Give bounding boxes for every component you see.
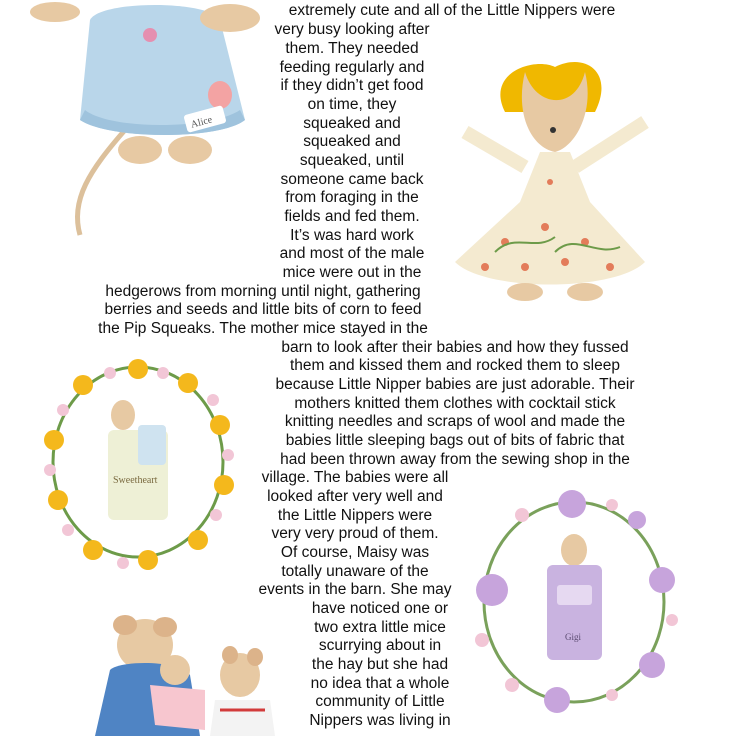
story-line: very busy looking after xyxy=(274,21,430,38)
story-line: mice were out in the xyxy=(282,264,422,281)
story-line: the Pip Squeaks. The mother mice stayed in the xyxy=(98,320,428,337)
story-line: if they didn’t get food xyxy=(280,77,424,94)
story-line: squeaked, until xyxy=(299,152,405,169)
story-line: knitting needles and scraps of wool and made the xyxy=(284,413,626,430)
story-line: looked after very well and xyxy=(267,488,443,505)
story-line: them. They needed xyxy=(285,40,419,57)
lilac-wreath-image xyxy=(462,490,687,715)
sweetheart-wreath-image xyxy=(38,355,238,570)
story-line: babies little sleeping bags out of bits of fabric that xyxy=(285,432,625,449)
story-line: barn to look after their babies and how they fussed xyxy=(281,339,629,356)
story-line: extremely cute and all of the Little Nippers were xyxy=(288,2,616,19)
mouse-family-image xyxy=(90,615,280,736)
story-line: because Little Nipper babies are just adorable. Their xyxy=(275,376,635,393)
story-line: squeaked and xyxy=(303,133,401,150)
story-line: hedgerows from morning until night, gathering xyxy=(105,283,421,300)
story-line: feeding regularly and xyxy=(279,59,425,76)
yellow-hat-mouse-image xyxy=(445,52,660,307)
story-line: on time, they xyxy=(307,96,397,113)
story-line: berries and seeds and little bits of corn to feed xyxy=(104,301,422,318)
story-line: and most of the male xyxy=(279,245,425,262)
story-line: squeaked and xyxy=(303,115,401,132)
story-line: two extra little mice xyxy=(314,619,446,636)
story-line: have noticed one or xyxy=(311,600,449,617)
story-line: the hay but she had xyxy=(311,656,449,673)
story-line: events in the barn. She may xyxy=(258,581,452,598)
story-line: It’s was hard work xyxy=(290,227,414,244)
story-line: fields and fed them. xyxy=(284,208,420,225)
story-line: Of course, Maisy was xyxy=(280,544,430,561)
story-line: someone came back xyxy=(280,171,424,188)
story-line: scurrying about in xyxy=(318,637,442,654)
lilac-tag: Gigi xyxy=(565,632,582,642)
story-line: had been thrown away from the sewing shop in the xyxy=(280,451,630,468)
story-line: Nippers was living in xyxy=(309,712,451,729)
story-line: no idea that a whole xyxy=(310,675,450,692)
story-line: the Little Nippers were xyxy=(277,507,433,524)
story-line: mothers knitted them clothes with cocktail stick xyxy=(294,395,616,412)
sweetheart-tag: Sweetheart xyxy=(113,475,158,486)
story-line: from foraging in the xyxy=(285,189,419,206)
story-line: village. The babies were all xyxy=(261,469,449,486)
story-line: very very proud of them. xyxy=(271,525,439,542)
alice-mouse-image xyxy=(30,0,260,245)
alice-name-tag: Alice xyxy=(189,114,214,131)
story-line: them and kissed them and rocked them to sleep xyxy=(290,357,620,374)
story-line: totally unaware of the xyxy=(281,563,429,580)
story-line: community of Little xyxy=(315,693,445,710)
